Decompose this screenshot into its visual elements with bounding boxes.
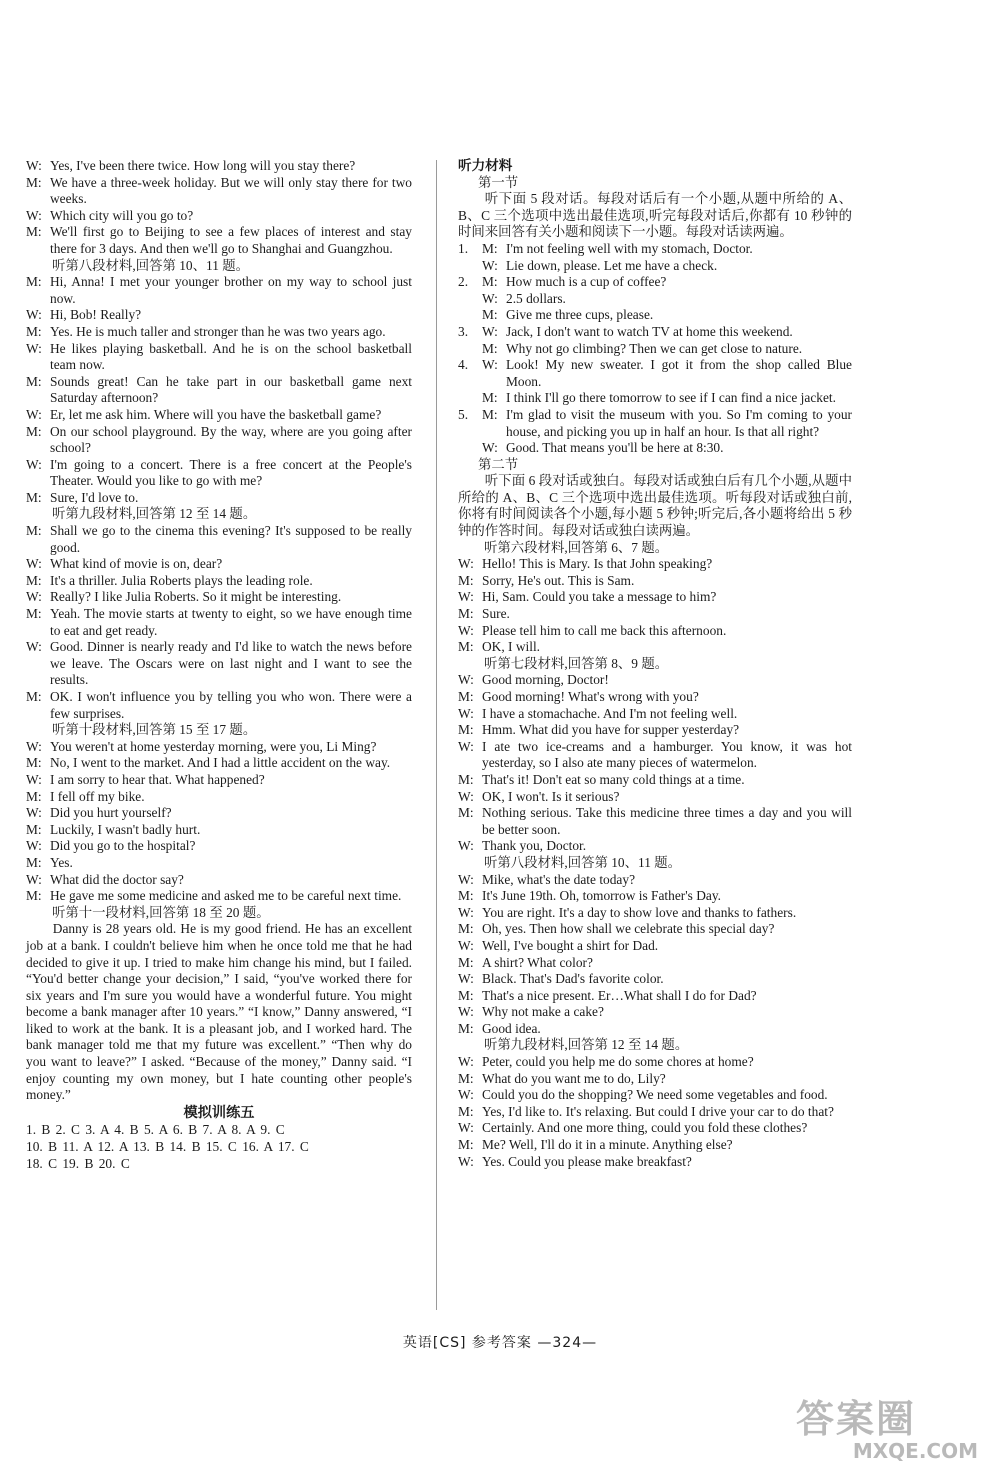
dialogue-text: Good morning! What's wrong with you? <box>482 689 699 704</box>
dialogue-text: What do you want me to do, Lily? <box>482 1070 666 1086</box>
dialogue-line <box>478 274 852 291</box>
dialogue-line <box>458 1071 852 1088</box>
question-number: 4. <box>458 357 469 373</box>
dialogue-line <box>458 905 852 922</box>
dialogue-text: I'm going to a concert. There is a free concert at the People's Theater. Would you like to go with me? <box>50 456 412 489</box>
question-item <box>458 324 852 357</box>
dialogue-line <box>26 639 412 689</box>
dialogue-line <box>458 672 852 689</box>
dialogue-line <box>458 623 852 640</box>
answer-row: 1. B 2. C 3. A 4. B 5. A 6. B 7. A 8. A 9. C <box>26 1122 285 1138</box>
dialogue-line <box>26 589 412 606</box>
speaker-label: W: <box>458 622 474 638</box>
speaker-label: W: <box>26 871 42 887</box>
dialogue-line <box>458 606 852 623</box>
section-heading: 听第八段材料,回答第 10、11 题。 <box>484 854 682 870</box>
dialogue-line <box>458 1154 852 1171</box>
dialogue-text: Peter, could you help me do some chores at home? <box>482 1054 754 1070</box>
dialogue-line <box>458 1104 852 1121</box>
dialogue-text: Sure, I'd love to. <box>50 489 139 505</box>
dialogue-text: Certainly. And one more thing, could you fold these clothes? <box>482 1120 808 1136</box>
dialogue-line <box>26 556 412 573</box>
speaker-label: W: <box>482 357 498 373</box>
speaker-label: M: <box>458 722 474 738</box>
dialogue-text: Hmm. What did you have for supper yesterday? <box>482 722 740 738</box>
dialogue-text: Well, I've bought a shirt for Dad. <box>482 937 659 953</box>
dialogue-text: Hi, Bob! Really? <box>50 307 142 323</box>
speaker-label: W: <box>458 705 474 721</box>
question-body <box>478 324 852 357</box>
dialogue-text: What did the doctor say? <box>50 871 184 887</box>
dialogue-text: Yes. <box>50 854 73 870</box>
speaker-label: M: <box>482 340 498 356</box>
dialogue-text: Did you hurt yourself? <box>50 805 172 821</box>
dialogue-line <box>26 573 412 590</box>
speaker-label: W: <box>26 307 42 323</box>
dialogue-line <box>478 258 852 275</box>
dialogue-line <box>26 324 412 341</box>
dialogue-line <box>478 291 852 308</box>
speaker-label: M: <box>458 805 474 821</box>
dialogue-text: That's a nice present. Er…What shall I do for Dad? <box>482 987 757 1003</box>
dialogue-text: How much is a cup of coffee? <box>506 274 667 290</box>
speaker-label: M: <box>26 323 42 339</box>
dialogue-line <box>26 274 412 307</box>
left-column <box>26 158 412 1172</box>
speaker-label: W: <box>26 838 42 854</box>
dialogue-text: It's June 19th. Oh, tomorrow is Father's Day. <box>482 888 722 904</box>
dialogue-line <box>26 158 412 175</box>
speaker-label: M: <box>26 224 42 240</box>
dialogue-line <box>458 888 852 905</box>
dialogue-text: You are right. It's a day to show love and thanks to fathers. <box>482 904 797 920</box>
dialogue-line <box>458 589 852 606</box>
speaker-label: M: <box>26 174 42 190</box>
dialogue-text: OK, I will. <box>482 639 541 655</box>
section-heading: 听第九段材料,回答第 12 至 14 题。 <box>484 1037 689 1053</box>
dialogue-line <box>26 822 412 839</box>
dialogue-line <box>458 872 852 889</box>
dialogue-text: Hi, Sam. Could you take a message to him? <box>482 589 717 605</box>
speaker-label: M: <box>26 572 42 588</box>
dialogue-line <box>458 1054 852 1071</box>
dialogue-text: Which city will you go to? <box>50 207 194 223</box>
dialogue-line <box>26 208 412 225</box>
speaker-label: W: <box>458 1054 474 1070</box>
dialogue-line <box>26 739 412 756</box>
speaker-label: W: <box>26 639 42 655</box>
speaker-label: W: <box>26 406 42 422</box>
dialogue-text: I ate two ice-creams and a hamburger. You know, it was hot yesterday, so I also ate many pieces of watermelon. <box>482 738 852 771</box>
dialogue-text: I fell off my bike. <box>50 788 145 804</box>
dialogue-line <box>26 490 412 507</box>
speaker-label: M: <box>458 639 474 655</box>
dialogue-text: Shall we go to the cinema this evening? It's supposed to be really good. <box>50 523 412 555</box>
paragraph: 听下面 6 段对话或独白。每段对话或独白后有几个小题,从题中所给的 A、B、C 三个选项中选出最佳选项。听每段对话或独白前,你将有时间阅读各个小题,每小题 5 秒钟;听完后,各小题将给出 5 秒钟的作答时间。每段对话或独白读两遍。 <box>458 473 852 539</box>
speaker-label: W: <box>458 672 474 688</box>
dialogue-text: Yes, I've been there twice. How long will you stay there? <box>50 158 356 173</box>
dialogue-text: I'm not feeling well with my stomach, Doctor. <box>506 240 753 256</box>
dialogue-text: Yes. He is much taller and stronger than he was two years ago. <box>50 323 386 339</box>
question-item <box>458 407 852 457</box>
dialogue-line <box>458 938 852 955</box>
speaker-label: W: <box>458 937 474 953</box>
dialogue-text: I think I'll go there tomorrow to see if I can find a nice jacket. <box>506 390 836 406</box>
dialogue-text: 2.5 dollars. <box>506 290 566 306</box>
speaker-label: M: <box>482 406 498 422</box>
question-body <box>478 241 852 274</box>
section-heading: 听第十一段材料,回答第 18 至 20 题。 <box>52 904 270 920</box>
speaker-label: M: <box>458 771 474 787</box>
dialogue-line <box>458 1004 852 1021</box>
column-divider <box>436 160 437 1310</box>
dialogue-text: Hello! This is Mary. Is that John speaking? <box>482 556 713 572</box>
speaker-label: M: <box>26 373 42 389</box>
speaker-label: M: <box>26 888 42 904</box>
dialogue-text: Yes. Could you please make breakfast? <box>482 1153 692 1169</box>
speaker-label: W: <box>482 257 498 273</box>
dialogue-line <box>26 606 412 639</box>
paragraph: Danny is 28 years old. He is my good friend. He has an excellent job at a bank. I couldn't believe him when he once told me that he had decided to give it up. I tried to make him change his mind, but I failed. “You'd better change your decision,” I said, “you've worked there for six years and I'm sure you would have a wonderful future. You might become a bank manager after 10 years.” “I know,” Danny answered, “I liked to work at the bank. It is a pleasant job, and I worked hard. The bank manager told me that my future was excellent.” “Then why do you want to leave?” I asked. “Because of the money,” Danny said. “I enjoy counting my own money, but I hate counting other people's money.” <box>26 921 412 1103</box>
dialogue-text: Really? I like Julia Roberts. So it might be interesting. <box>50 589 342 605</box>
dialogue-text: Jack, I don't want to watch TV at home this weekend. <box>506 323 793 339</box>
dialogue-text: He gave me some medicine and asked me to be careful next time. <box>50 888 402 904</box>
dialogue-text: Oh, yes. Then how shall we celebrate this special day? <box>482 921 775 937</box>
speaker-label: M: <box>458 689 474 704</box>
speaker-label: W: <box>26 207 42 223</box>
speaker-label: W: <box>458 838 474 854</box>
dialogue-line <box>458 556 852 573</box>
exercise-title: 模拟训练五 <box>183 1104 255 1121</box>
dialogue-line <box>478 407 852 440</box>
dialogue-text: Could you do the shopping? We need some vegetables and food. <box>482 1087 828 1103</box>
speaker-label: W: <box>458 1153 474 1169</box>
speaker-label: M: <box>458 954 474 970</box>
dialogue-text: OK. I won't influence you by telling you who won. There were a few surprises. <box>50 689 412 721</box>
dialogue-line <box>26 407 412 424</box>
dialogue-line <box>458 955 852 972</box>
dialogue-line <box>458 639 852 656</box>
dialogue-text: Thank you, Doctor. <box>482 838 587 854</box>
dialogue-line <box>458 988 852 1005</box>
dialogue-line <box>26 888 412 905</box>
page-footer: 英语[CS] 参考答案 —324— <box>402 1335 598 1351</box>
question-item <box>458 241 852 274</box>
dialogue-line <box>458 1120 852 1137</box>
dialogue-line <box>26 175 412 208</box>
dialogue-line <box>458 739 852 772</box>
dialogue-line <box>26 855 412 872</box>
dialogue-line <box>26 789 412 806</box>
dialogue-line <box>26 341 412 374</box>
dialogue-text: Nothing serious. Take this medicine three times a day and you will be better soon. <box>482 805 852 837</box>
dialogue-line <box>26 772 412 789</box>
dialogue-line <box>26 689 412 722</box>
dialogue-line <box>478 307 852 324</box>
speaker-label: W: <box>26 589 42 605</box>
question-number: 1. <box>458 240 469 256</box>
dialogue-line <box>26 805 412 822</box>
speaker-label: W: <box>26 771 42 787</box>
dialogue-text: Why not go climbing? Then we can get close to nature. <box>506 340 803 356</box>
dialogue-line <box>26 224 412 257</box>
speaker-label: M: <box>458 1070 474 1086</box>
section-heading: 听第八段材料,回答第 10、11 题。 <box>52 257 250 273</box>
dialogue-line <box>26 307 412 324</box>
question-item <box>458 274 852 324</box>
paragraph: 听下面 5 段对话。每段对话后有一个小题,从题中所给的 A、B、C 三个选项中选出最佳选项,听完每段对话后,你都有 10 秒钟的时间来回答有关小题和阅读下一小题。每段对话读两遍。 <box>458 191 852 240</box>
dialogue-line <box>26 872 412 889</box>
speaker-label: W: <box>26 556 42 572</box>
dialogue-line <box>458 838 852 855</box>
dialogue-text: Black. That's Dad's favorite color. <box>482 971 664 987</box>
dialogue-text: Sure. <box>482 606 510 622</box>
speaker-label: M: <box>458 921 474 937</box>
dialogue-line <box>458 1137 852 1154</box>
question-body <box>478 407 852 457</box>
watermark-logo <box>796 1398 982 1464</box>
speaker-label: W: <box>458 904 474 920</box>
dialogue-line <box>458 1087 852 1104</box>
dialogue-text: We have a three-week holiday. But we will only stay there for two weeks. <box>50 174 412 207</box>
speaker-label: W: <box>482 323 498 339</box>
dialogue-text: Sounds great! Can he take part in our basketball game next Saturday afternoon? <box>50 373 412 406</box>
speaker-label: M: <box>26 489 42 505</box>
dialogue-line <box>458 573 852 590</box>
dialogue-line <box>26 374 412 407</box>
speaker-label: W: <box>458 738 474 754</box>
speaker-label: W: <box>26 456 42 472</box>
speaker-label: M: <box>458 1137 474 1153</box>
question-number: 5. <box>458 406 469 422</box>
right-column <box>458 158 852 1170</box>
speaker-label: M: <box>26 606 42 622</box>
section-heading: 听第六段材料,回答第 6、7 题。 <box>484 539 669 555</box>
speaker-label: M: <box>26 755 42 771</box>
speaker-label: M: <box>482 307 498 323</box>
dialogue-text: A shirt? What color? <box>482 954 593 970</box>
speaker-label: M: <box>458 606 474 622</box>
dialogue-line <box>458 722 852 739</box>
dialogue-line <box>458 971 852 988</box>
dialogue-text: Why not make a cake? <box>482 1004 604 1020</box>
speaker-label: W: <box>482 290 498 306</box>
dialogue-text: He likes playing basketball. And he is on the school basketball team now. <box>50 340 412 373</box>
section-heading: 听第七段材料,回答第 8、9 题。 <box>484 655 669 671</box>
speaker-label: W: <box>26 340 42 356</box>
speaker-label: M: <box>26 423 42 439</box>
part-heading: 第一节 <box>478 174 519 190</box>
speaker-label: M: <box>458 572 474 588</box>
dialogue-line <box>478 241 852 258</box>
dialogue-line <box>458 805 852 838</box>
speaker-label: M: <box>458 1020 474 1036</box>
dialogue-text: I am sorry to hear that. What happened? <box>50 771 265 787</box>
watermark-url: MXQE.COM <box>852 1439 978 1463</box>
speaker-label: M: <box>482 274 498 290</box>
speaker-label: W: <box>458 871 474 887</box>
dialogue-text: What kind of movie is on, dear? <box>50 556 223 572</box>
speaker-label: M: <box>458 888 474 904</box>
question-number: 2. <box>458 274 469 290</box>
dialogue-text: That's it! Don't eat so many cold things at a time. <box>482 771 745 787</box>
speaker-label: M: <box>26 821 42 837</box>
dialogue-text: We'll first go to Beijing to see a few places of interest and stay there for 3 days. And then we'll go to Shanghai and Guangzhou. <box>50 224 412 256</box>
dialogue-text: Mike, what's the date today? <box>482 871 636 887</box>
dialogue-text: On our school playground. By the way, where are you going after school? <box>50 423 412 456</box>
speaker-label: M: <box>26 788 42 804</box>
dialogue-line <box>478 357 852 390</box>
speaker-label: W: <box>458 1087 474 1103</box>
dialogue-line <box>478 440 852 457</box>
dialogue-line <box>458 1021 852 1038</box>
speaker-label: M: <box>26 854 42 870</box>
dialogue-text: Yes, I'd like to. It's relaxing. But could I drive your car to do that? <box>482 1103 834 1119</box>
section-heading: 听第十段材料,回答第 15 至 17 题。 <box>52 722 257 738</box>
speaker-label: W: <box>458 589 474 605</box>
dialogue-text: Lie down, please. Let me have a check. <box>506 257 718 273</box>
dialogue-text: Give me three cups, please. <box>506 307 654 323</box>
answer-row: 10. B 11. A 12. A 13. B 14. B 15. C 16. A 17. C <box>26 1139 309 1155</box>
dialogue-line <box>26 755 412 772</box>
dialogue-text: I'm glad to visit the museum with you. So I'm coming to your house, and picking you up in half an hour. Is that all right? <box>506 406 852 439</box>
speaker-label: W: <box>26 158 42 173</box>
dialogue-text: Good. Dinner is nearly ready and I'd like to watch the news before we leave. The Oscars were on last night and I want to see the results. <box>50 639 412 688</box>
dialogue-text: Sorry, He's out. This is Sam. <box>482 572 635 588</box>
speaker-label: M: <box>458 1103 474 1119</box>
dialogue-line <box>26 838 412 855</box>
speaker-label: W: <box>458 556 474 572</box>
speaker-label: M: <box>482 390 498 406</box>
dialogue-text: No, I went to the market. And I had a little accident on the way. <box>50 755 391 771</box>
dialogue-text: Yeah. The movie starts at twenty to eight, so we have enough time to eat and get ready. <box>50 606 412 638</box>
speaker-label: W: <box>26 738 42 754</box>
speaker-label: M: <box>26 274 42 290</box>
speaker-label: M: <box>458 987 474 1003</box>
speaker-label: W: <box>458 788 474 804</box>
speaker-label: W: <box>26 805 42 821</box>
speaker-label: W: <box>482 440 498 456</box>
dialogue-text: Hi, Anna! I met your younger brother on my way to school just now. <box>50 274 412 306</box>
section-heading: 听第九段材料,回答第 12 至 14 题。 <box>52 506 257 522</box>
dialogue-text: Good idea. <box>482 1020 541 1036</box>
dialogue-line <box>458 689 852 706</box>
dialogue-text: OK, I won't. Is it serious? <box>482 788 620 804</box>
dialogue-text: You weren't at home yesterday morning, were you, Li Ming? <box>50 738 377 754</box>
dialogue-text: Please tell him to call me back this afternoon. <box>482 622 727 638</box>
listening-title: 听力材料 <box>458 158 513 174</box>
part-heading: 第二节 <box>478 456 519 472</box>
dialogue-line <box>458 921 852 938</box>
dialogue-text: Er, let me ask him. Where will you have the basketball game? <box>50 406 382 422</box>
question-body <box>478 357 852 407</box>
dialogue-text: Did you go to the hospital? <box>50 838 196 854</box>
question-number: 3. <box>458 323 469 339</box>
dialogue-line <box>458 706 852 723</box>
speaker-label: M: <box>26 523 42 539</box>
dialogue-text: Look! My new sweater. I got it from the shop called Blue Moon. <box>506 357 852 389</box>
dialogue-line <box>478 324 852 341</box>
question-body <box>478 274 852 324</box>
dialogue-text: I have a stomachache. And I'm not feeling well. <box>482 705 738 721</box>
answer-row: 18. C 19. B 20. C <box>26 1155 130 1171</box>
dialogue-line <box>458 772 852 789</box>
speaker-label: M: <box>26 689 42 704</box>
speaker-label: W: <box>458 1120 474 1136</box>
dialogue-line <box>458 789 852 806</box>
speaker-label: M: <box>482 240 498 256</box>
dialogue-text: It's a thriller. Julia Roberts plays the leading role. <box>50 572 313 588</box>
speaker-label: W: <box>458 971 474 987</box>
dialogue-line <box>26 457 412 490</box>
dialogue-line <box>478 390 852 407</box>
question-item <box>458 357 852 407</box>
dialogue-text: Good morning, Doctor! <box>482 672 609 688</box>
dialogue-text: Good. That means you'll be here at 8:30. <box>506 440 724 456</box>
dialogue-text: Me? Well, I'll do it in a minute. Anything else? <box>482 1137 733 1153</box>
watermark-text: 答案圈 <box>796 1397 917 1441</box>
dialogue-line <box>26 424 412 457</box>
speaker-label: W: <box>458 1004 474 1020</box>
dialogue-line <box>26 523 412 556</box>
dialogue-line <box>478 341 852 358</box>
dialogue-text: Luckily, I wasn't badly hurt. <box>50 821 201 837</box>
